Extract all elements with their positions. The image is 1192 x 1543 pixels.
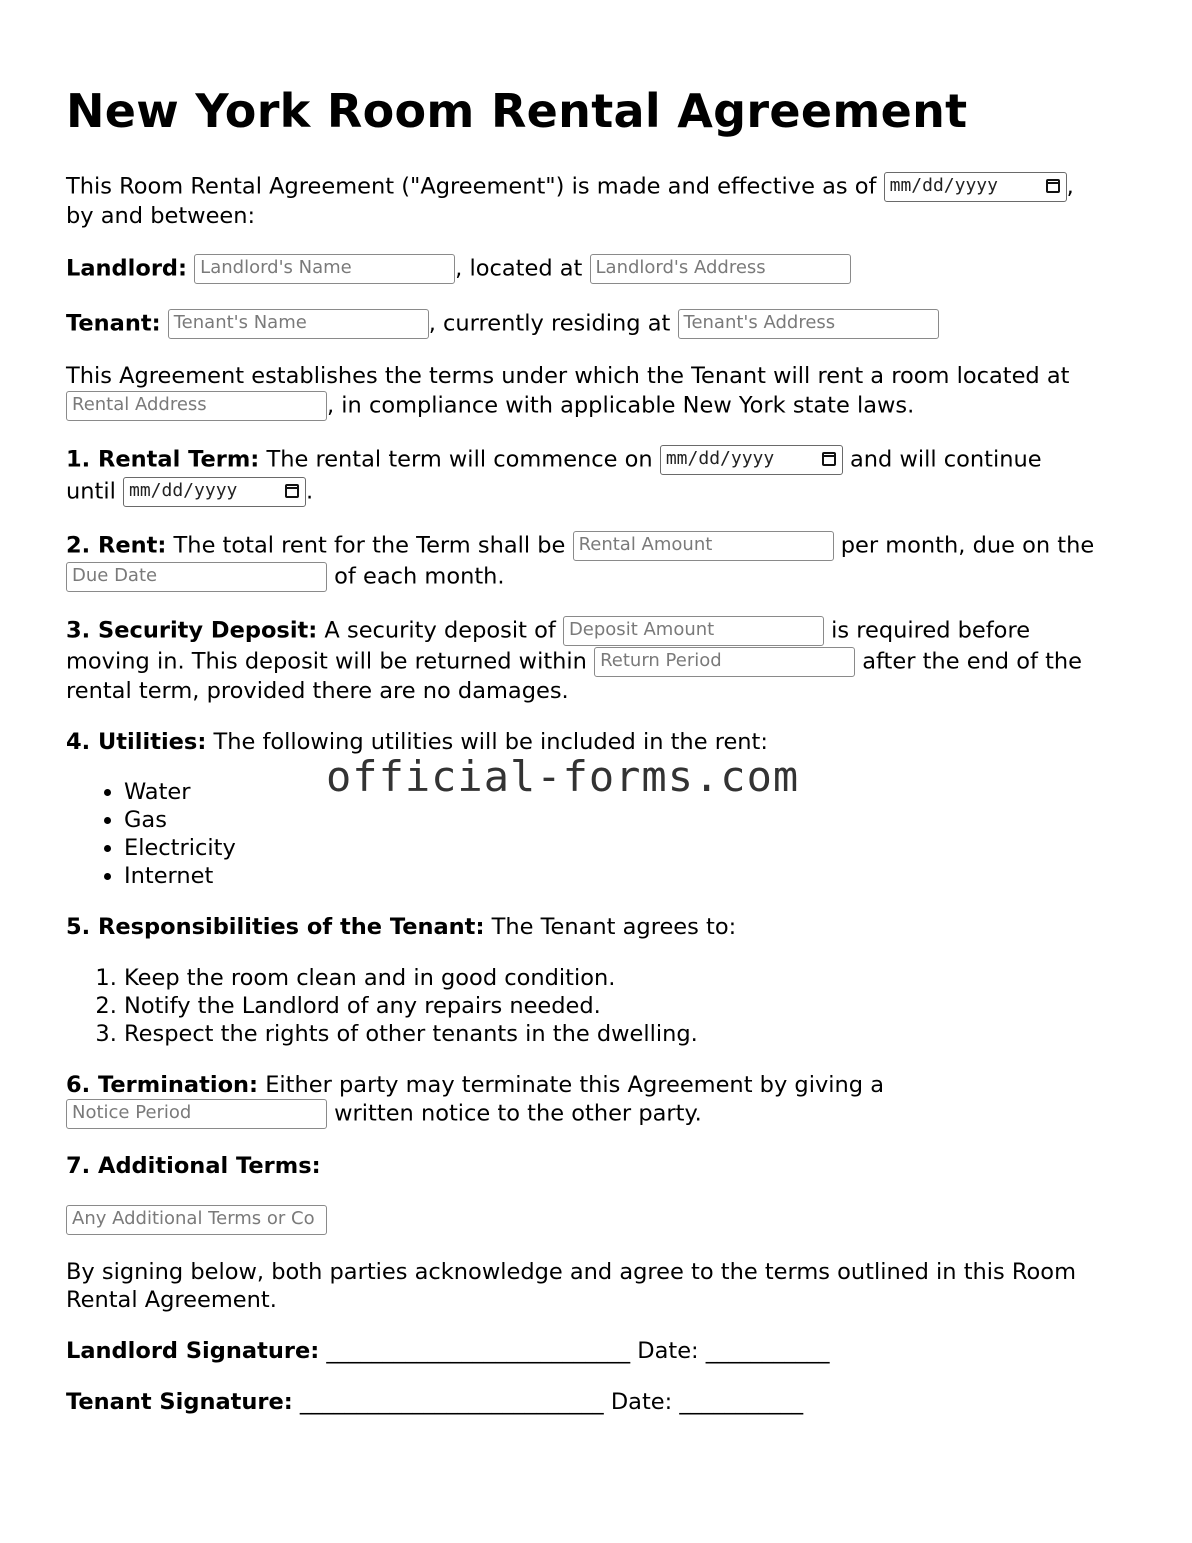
- intro-line-2: by and between:: [66, 203, 256, 229]
- closing-line-1: By signing below, both parties acknowledge and agree to the terms outlined in this Room: [66, 1259, 1076, 1285]
- term-start-date-input[interactable]: mm/dd/yyyy: [660, 445, 843, 475]
- return-period-input[interactable]: Return Period: [594, 647, 855, 677]
- responsibilities-line: 5. Responsibilities of the Tenant: The Tenant agrees to:: [66, 914, 737, 940]
- landlord-signature-label: Landlord Signature:: [66, 1338, 320, 1364]
- closing-line-2: Rental Agreement.: [66, 1287, 277, 1313]
- rent-line-2: Due Date of each month.: [66, 562, 505, 592]
- tenant-signature-blank[interactable]: ___________________________: [292, 1389, 611, 1415]
- termination-line: 6. Termination: Either party may terminate this Agreement by giving a: [66, 1072, 884, 1098]
- list-item: • Water: [124, 778, 236, 806]
- establish-line-1: This Agreement establishes the terms under which the Tenant will rent a room located at: [66, 363, 1070, 389]
- deposit-label: 3. Security Deposit:: [66, 617, 318, 644]
- termination-line-2: Notice Period written notice to the other party.: [66, 1099, 702, 1129]
- rent-line: 2. Rent: The total rent for the Term shall be Rental Amount per month, due on the: [66, 531, 1094, 561]
- effective-date-input[interactable]: mm/dd/yyyy: [884, 172, 1067, 202]
- list-item: • Electricity: [124, 834, 236, 862]
- utilities-label: 4. Utilities:: [66, 729, 207, 755]
- additional-terms-input[interactable]: Any Additional Terms or Co: [66, 1205, 327, 1235]
- responsibilities-list: [66, 964, 698, 1048]
- list-item: • Internet: [124, 862, 236, 890]
- list-item: 3. Respect the rights of other tenants in the dwelling.: [124, 1020, 698, 1048]
- landlord-signature-line: Landlord Signature: ___________________________ Date: ___________: [66, 1338, 830, 1364]
- rental-term-line: 1. Rental Term: The rental term will commence on mm/dd/yyyy and will continue: [66, 445, 1042, 475]
- landlord-signature-blank[interactable]: ___________________________: [319, 1338, 638, 1364]
- termination-label: 6. Termination:: [66, 1072, 259, 1098]
- due-date-input[interactable]: Due Date: [66, 562, 327, 592]
- list-item: 2. Notify the Landlord of any repairs needed.: [124, 992, 698, 1020]
- additional-terms-field-line: [66, 1205, 327, 1235]
- landlord-name-input[interactable]: Landlord's Name: [194, 254, 455, 284]
- calendar-icon[interactable]: [822, 452, 836, 466]
- landlord-date-blank[interactable]: ___________: [698, 1338, 830, 1364]
- page-title: New York Room Rental Agreement: [66, 84, 968, 138]
- intro-line: This Room Rental Agreement ("Agreement") is made and effective as of mm/dd/yyyy ,: [66, 172, 1074, 202]
- responsibilities-label: 5. Responsibilities of the Tenant:: [66, 914, 485, 940]
- calendar-icon[interactable]: [285, 484, 299, 498]
- tenant-line: Tenant: Tenant's Name , currently residing at Tenant's Address: [66, 309, 939, 339]
- utilities-line: 4. Utilities: The following utilities will be included in the rent:: [66, 729, 768, 755]
- term-end-date-input[interactable]: mm/dd/yyyy: [123, 477, 306, 507]
- deposit-line: 3. Security Deposit: A security deposit of Deposit Amount is required before: [66, 616, 1030, 646]
- tenant-date-blank[interactable]: ___________: [672, 1389, 804, 1415]
- additional-terms-line: [66, 1152, 321, 1180]
- calendar-icon[interactable]: [1046, 179, 1060, 193]
- landlord-label: Landlord:: [66, 255, 188, 282]
- landlord-address-input[interactable]: Landlord's Address: [590, 254, 851, 284]
- deposit-line-2: moving in. This deposit will be returned within Return Period after the end of the: [66, 647, 1082, 677]
- additional-terms-label: 7. Additional Terms:: [66, 1153, 321, 1179]
- tenant-signature-label: Tenant Signature:: [66, 1389, 293, 1415]
- deposit-amount-input[interactable]: Deposit Amount: [563, 616, 824, 646]
- rental-term-line-2: until mm/dd/yyyy .: [66, 477, 313, 507]
- rent-label: 2. Rent:: [66, 532, 167, 559]
- tenant-signature-line: Tenant Signature: ___________________________ Date: ___________: [66, 1389, 804, 1415]
- notice-period-input[interactable]: Notice Period: [66, 1099, 327, 1129]
- list-item: • Gas: [124, 806, 236, 834]
- establish-line-2: Rental Address , in compliance with applicable New York state laws.: [66, 391, 914, 421]
- tenant-name-input[interactable]: Tenant's Name: [168, 309, 429, 339]
- utilities-list: [66, 778, 236, 890]
- intro-text: This Room Rental Agreement ("Agreement") is made and effective as of: [66, 173, 884, 200]
- rental-term-label: 1. Rental Term:: [66, 446, 260, 473]
- list-item: 1. Keep the room clean and in good condition.: [124, 964, 698, 992]
- landlord-line: Landlord: Landlord's Name , located at Landlord's Address: [66, 254, 851, 284]
- watermark: official-forms.com: [326, 752, 800, 801]
- deposit-line-3: rental term, provided there are no damages.: [66, 678, 569, 704]
- rental-amount-input[interactable]: Rental Amount: [573, 531, 834, 561]
- tenant-address-input[interactable]: Tenant's Address: [678, 309, 939, 339]
- tenant-label: Tenant:: [66, 310, 161, 337]
- rental-address-input[interactable]: Rental Address: [66, 391, 327, 421]
